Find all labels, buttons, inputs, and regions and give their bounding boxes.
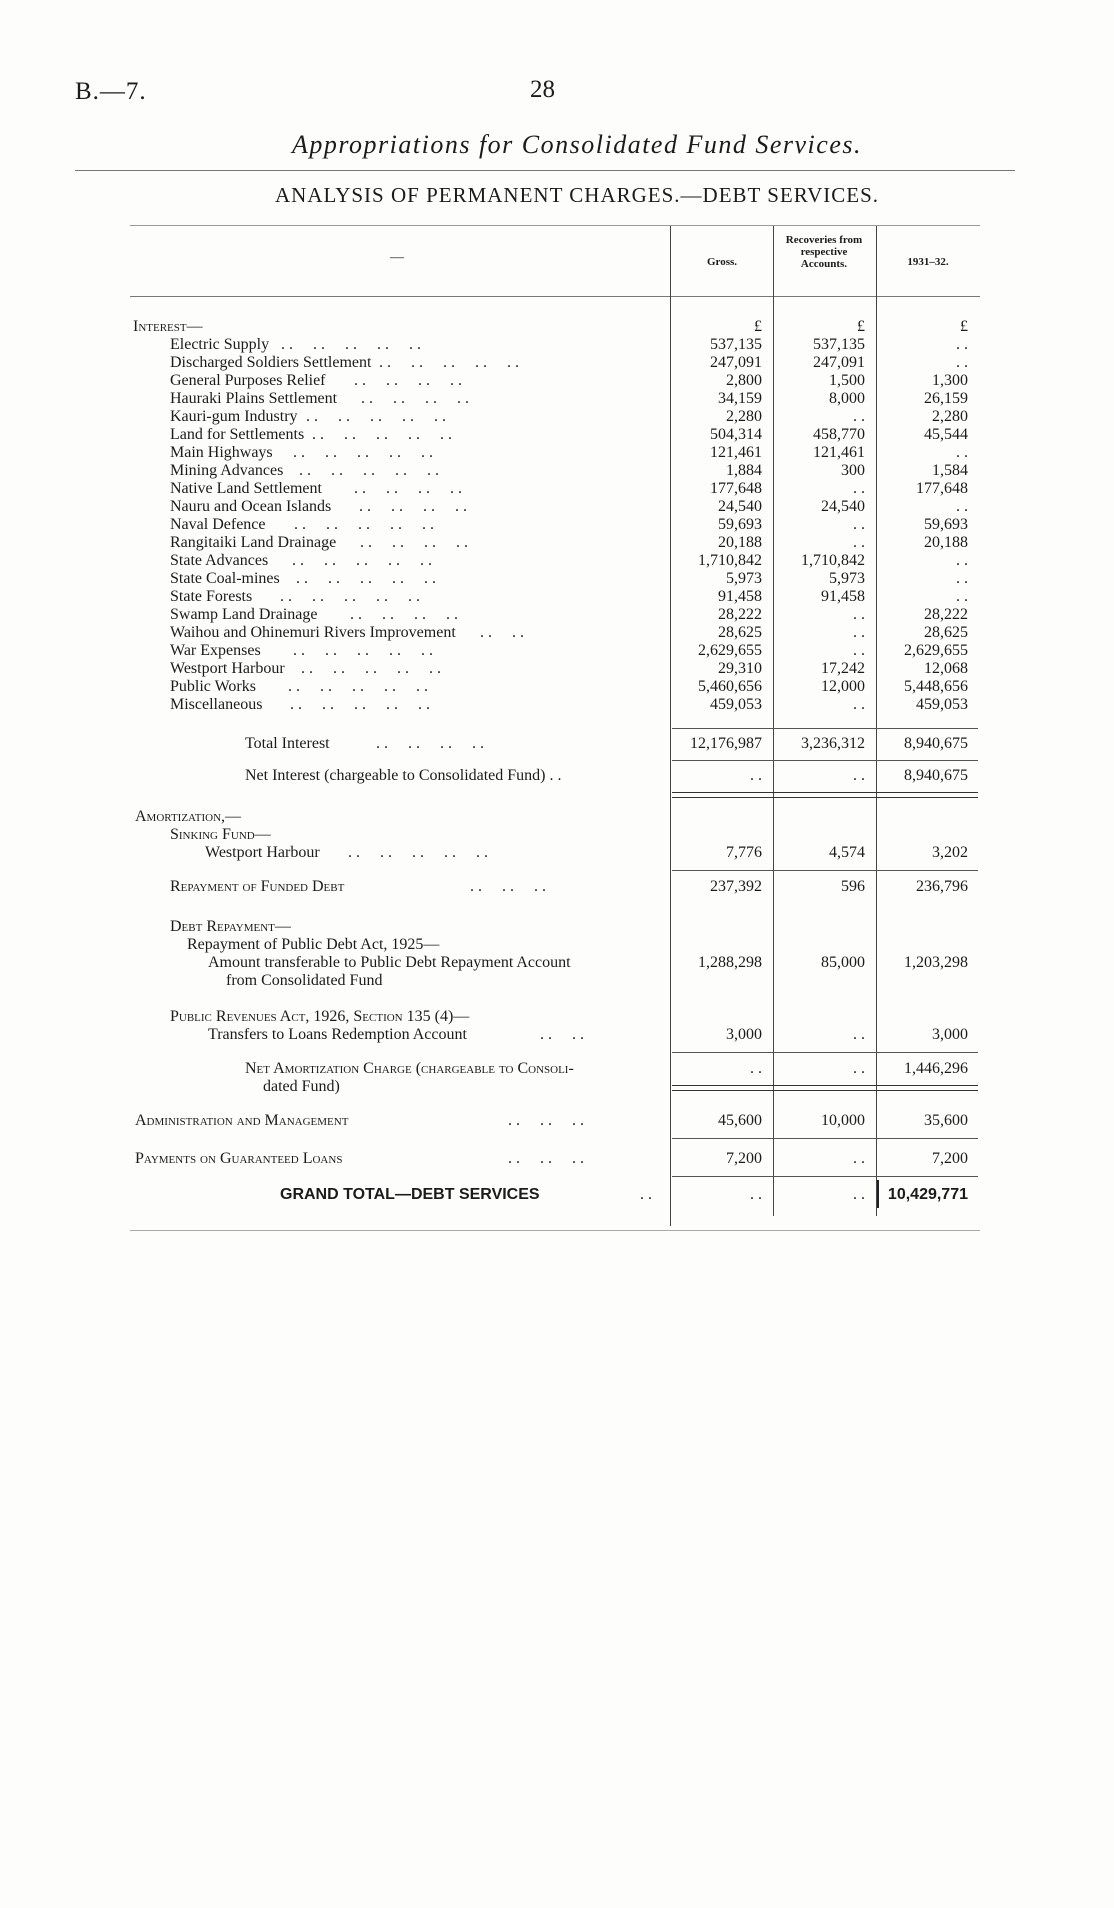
transfer-row-cont [0,972,1114,990]
row-label: Land for Settlements [170,426,305,443]
row-year: . . [956,570,968,587]
row-label: Hauraki Plains Settlement [170,390,338,407]
westport-sinking-row [0,844,1114,862]
amortization-heading: Amortization,— [135,808,242,825]
table-row [0,606,1114,624]
row-gross: 1,710,842 [698,552,762,569]
net-amortization-label-cont: dated Fund) [263,1078,340,1095]
row-dots: . . . . . . . . . . [277,444,433,461]
funded-debt-recoveries: 596 [841,878,865,895]
total-interest-year: 8,940,675 [904,735,968,752]
net-amortization-top-rule [672,1052,978,1053]
table-top-rule [130,225,980,226]
row-year: 26,159 [924,390,968,407]
net-interest-double-rule [672,792,978,798]
table-title: ANALYSIS OF PERMANENT CHARGES.—DEBT SERVICES. [274,183,879,207]
westport-sinking-dots: . . . . . . . . . . [344,844,488,861]
sinking-fund-heading-row [0,826,1114,844]
row-gross: 2,280 [726,408,762,425]
table-row [0,390,1114,408]
row-gross: 59,693 [718,516,762,533]
debt-repayment-heading-row [0,918,1114,936]
funded-debt-gross: 237,392 [710,878,762,895]
guaranteed-loans-gross: 7,200 [726,1150,762,1167]
table-row [0,642,1114,660]
table-row [0,336,1114,354]
row-recoveries: 1,500 [829,372,865,389]
table-bottom-rule [130,1230,980,1231]
funded-debt-row [0,878,1114,896]
row-recoveries: 1,710,842 [801,552,865,569]
row-recoveries: . . [853,480,865,497]
document-reference: B.—7. [75,78,147,105]
transfer-label-cont: from Consolidated Fund [226,972,383,989]
row-dots: . . . . . . . . [330,372,462,389]
administration-rule [672,1138,978,1139]
table-row [0,498,1114,516]
row-year: 28,222 [924,606,968,623]
table-row [0,354,1114,372]
row-gross: 29,310 [718,660,762,677]
table-row [0,516,1114,534]
funded-debt-year: 236,796 [916,878,968,895]
row-gross: 5,973 [726,570,762,587]
row-year: . . [956,498,968,515]
grand-total-recoveries: . . [853,1186,865,1203]
table-row [0,678,1114,696]
row-label: State Forests [170,588,253,605]
table-row [0,552,1114,570]
row-gross: 5,460,656 [698,678,762,695]
row-year: 2,280 [932,408,968,425]
row-label: Westport Harbour [170,660,285,677]
administration-gross: 45,600 [718,1112,762,1129]
row-dots: . . . . . . . . . . [273,336,421,353]
row-label: Kauri-gum Industry [170,408,298,425]
row-gross: 459,053 [710,696,762,713]
row-recoveries: 247,091 [813,354,865,371]
row-recoveries: . . [853,516,865,533]
page-title: Appropriations for Consolidated Fund Services. [292,130,862,159]
row-gross: 34,159 [718,390,762,407]
row-recoveries: . . [853,408,865,425]
net-amortization-label: Net Amortization Charge (chargeable to Consoli- [245,1060,574,1077]
row-gross: 537,135 [710,336,762,353]
grand-total-label: GRAND TOTAL—DEBT SERVICES [280,1186,540,1203]
recoveries-column-header: Recoveries from respective Accounts. [785,234,863,270]
row-gross: 2,629,655 [698,642,762,659]
transfer-year: 1,203,298 [904,954,968,971]
net-amortization-gross: . . [750,1060,762,1077]
row-gross: 28,625 [718,624,762,641]
row-label: Public Works [170,678,256,695]
grand-total-dots: . . [640,1186,652,1203]
revenues-heading: Public Revenues Act, 1926, Section 135 (4)— [170,1008,470,1025]
row-recoveries: 458,770 [813,426,865,443]
table-row [0,588,1114,606]
row-gross: 91,458 [718,588,762,605]
row-label: Main Highways [170,444,273,461]
net-interest-row [0,767,1114,785]
row-gross: 1,884 [726,462,762,479]
guaranteed-loans-label: Payments on Guaranteed Loans [135,1150,343,1167]
transfer-gross: 1,288,298 [698,954,762,971]
table-row [0,534,1114,552]
grand-total-box [877,1180,979,1208]
row-gross: 20,188 [718,534,762,551]
loans-redemption-recoveries: . . [853,1026,865,1043]
administration-row [0,1112,1114,1130]
row-gross: 28,222 [718,606,762,623]
year-column-header: 1931–32. [907,256,949,268]
interest-heading-row [0,318,1114,336]
header-bottom-rule [130,296,980,297]
row-label: Miscellaneous [170,696,263,713]
row-dots: . . . . [460,624,524,641]
currency-gross: £ [754,318,762,335]
row-dots: . . . . . . . . . . [265,642,433,659]
table-row [0,408,1114,426]
table-row [0,660,1114,678]
row-gross: 504,314 [710,426,762,443]
guaranteed-loans-dots: . . . . . . [488,1150,584,1167]
transfer-row [0,954,1114,972]
total-interest-label: Total Interest [245,735,330,752]
row-recoveries: . . [853,534,865,551]
row-year: 2,629,655 [904,642,968,659]
grand-total-year: 10,429,771 [887,1186,968,1203]
total-interest-dots: . . . . . . . . [356,735,484,752]
westport-sinking-label: Westport Harbour [205,844,320,861]
row-recoveries: 24,540 [821,498,865,515]
gross-column-header: Gross. [706,256,738,268]
table-row [0,480,1114,498]
total-interest-gross: 12,176,987 [690,735,762,752]
row-year: . . [956,588,968,605]
row-year: . . [956,444,968,461]
row-dots: . . . . . . . . . . [287,462,439,479]
administration-year: 35,600 [924,1112,968,1129]
revenues-heading-row [0,1008,1114,1026]
guaranteed-loans-recoveries: . . [853,1150,865,1167]
row-year: 20,188 [924,534,968,551]
debt-repayment-heading: Debt Repayment— [170,918,291,935]
row-label: Naval Defence [170,516,266,533]
net-amortization-row [0,1060,1114,1078]
row-dots: . . . . . . . . . . [308,426,452,443]
row-year: 177,648 [916,480,968,497]
title-rule [75,170,1015,171]
row-year: 28,625 [924,624,968,641]
amortization-heading-row [0,808,1114,826]
row-dots: . . . . . . . . . . [289,660,441,677]
transfer-label: Amount transferable to Public Debt Repayment Account [208,954,571,971]
row-label: Rangitaiki Land Drainage [170,534,337,551]
row-label: General Purposes Relief [170,372,326,389]
loans-redemption-row [0,1026,1114,1044]
westport-sinking-recoveries: 4,574 [829,844,865,861]
row-label: Discharged Soldiers Settlement [170,354,372,371]
row-dots: . . . . . . . . . . [260,678,428,695]
interest-heading: Interest— [133,318,203,335]
loans-redemption-dots: . . . . [520,1026,584,1043]
table-row [0,372,1114,390]
sinking-fund-heading: Sinking Fund— [170,826,271,843]
row-recoveries: . . [853,624,865,641]
row-recoveries: . . [853,696,865,713]
table-row [0,624,1114,642]
table-row [0,426,1114,444]
row-dots: . . . . . . . . [322,606,458,623]
row-dots: . . . . . . . . [340,534,468,551]
currency-recoveries: £ [857,318,865,335]
row-gross: 24,540 [718,498,762,515]
administration-label: Administration and Management [135,1112,349,1129]
row-recoveries: 300 [841,462,865,479]
row-label: Swamp Land Drainage [170,606,318,623]
row-label: State Advances [170,552,269,569]
row-year: 5,448,656 [904,678,968,695]
westport-sinking-year: 3,202 [932,844,968,861]
row-year: 459,053 [916,696,968,713]
row-year: 45,544 [924,426,968,443]
grand-total-gross: . . [750,1186,762,1203]
row-gross: 247,091 [710,354,762,371]
loans-redemption-label: Transfers to Loans Redemption Account [208,1026,467,1043]
row-label: Mining Advances [170,462,284,479]
guaranteed-loans-year: 7,200 [932,1150,968,1167]
row-recoveries: 5,973 [829,570,865,587]
net-amortization-year: 1,446,296 [904,1060,968,1077]
row-year: . . [956,552,968,569]
guaranteed-loans-rule [672,1176,978,1177]
table-row [0,696,1114,714]
net-amortization-double-rule [672,1085,978,1091]
guaranteed-loans-row [0,1150,1114,1168]
row-label: Native Land Settlement [170,480,322,497]
row-recoveries: 8,000 [829,390,865,407]
row-year: . . [956,354,968,371]
debt-act-label: Repayment of Public Debt Act, 1925— [187,936,440,953]
row-year: 59,693 [924,516,968,533]
row-dots: . . . . . . . . . . [270,516,434,533]
row-recoveries: . . [853,642,865,659]
row-gross: 2,800 [726,372,762,389]
row-dots: . . . . . . . . . . [302,408,446,425]
row-dots: . . . . . . . . . . [266,696,430,713]
net-interest-label: Net Interest (chargeable to Consolidated Fund) . . [245,767,562,784]
row-dots: . . . . . . . . . . [272,552,432,569]
total-interest-row [0,735,1114,753]
currency-year: £ [960,318,968,335]
loans-redemption-gross: 3,000 [726,1026,762,1043]
westport-sinking-gross: 7,776 [726,844,762,861]
row-label: Nauru and Ocean Islands [170,498,332,515]
row-year: . . [956,336,968,353]
row-label: Waihou and Ohinemuri Rivers Improvement [170,624,456,641]
administration-dots: . . . . . . [488,1112,584,1129]
row-recoveries: 121,461 [813,444,865,461]
sinking-fund-rule [672,870,978,871]
administration-recoveries: 10,000 [821,1112,865,1129]
row-gross: 121,461 [710,444,762,461]
row-gross: 177,648 [710,480,762,497]
row-recoveries: . . [853,606,865,623]
row-recoveries: 17,242 [821,660,865,677]
row-recoveries: 12,000 [821,678,865,695]
row-dots: . . . . . . . . . . [375,354,519,371]
loans-redemption-year: 3,000 [932,1026,968,1043]
row-recoveries: 537,135 [813,336,865,353]
page-number: 28 [530,76,555,103]
net-interest-year: 8,940,675 [904,767,968,784]
row-recoveries: 91,458 [821,588,865,605]
net-interest-top-rule [672,760,978,761]
total-interest-recoveries: 3,236,312 [801,735,865,752]
net-interest-recoveries: . . [853,767,865,784]
funded-debt-label: Repayment of Funded Debt [170,878,345,895]
table-row [0,570,1114,588]
row-year: 1,584 [932,462,968,479]
table-row [0,462,1114,480]
funded-debt-dots: . . . . . . [450,878,546,895]
row-dots: . . . . . . . . [335,498,467,515]
label-column-header: — [390,250,404,265]
total-interest-rule [672,728,978,729]
row-label: War Expenses [170,642,261,659]
row-dots: . . . . . . . . [326,480,462,497]
table-row [0,444,1114,462]
row-year: 1,300 [932,372,968,389]
row-year: 12,068 [924,660,968,677]
net-amortization-recoveries: . . [853,1060,865,1077]
row-label: State Coal-mines [170,570,280,587]
transfer-recoveries: 85,000 [821,954,865,971]
debt-act-row [0,936,1114,954]
row-dots: . . . . . . . . . . [256,588,420,605]
row-dots: . . . . . . . . [341,390,469,407]
net-interest-gross: . . [750,767,762,784]
row-dots: . . . . . . . . . . [284,570,436,587]
row-label: Electric Supply [170,336,270,353]
